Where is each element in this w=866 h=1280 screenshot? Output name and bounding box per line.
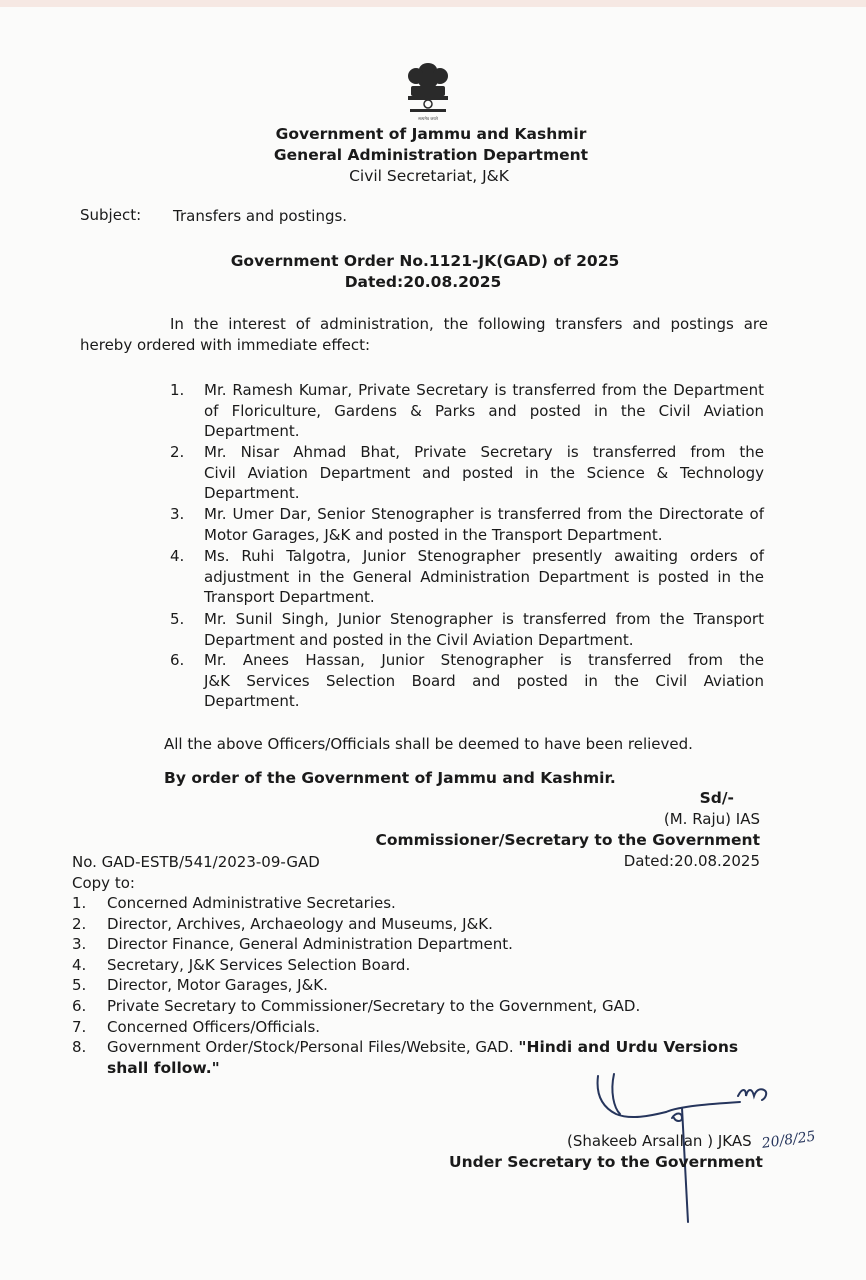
item-line: Mr. Nisar Ahmad Bhat, Private Secretary is transferred from the [204,443,764,461]
item-number: 2. [170,443,185,461]
copy-item-note: "Hindi and Urdu Versions [518,1038,739,1056]
copy-number: 2. [72,915,87,933]
item-line: Ms. Ruhi Talgotra, Junior Stenographer presently awaiting orders of [204,547,764,565]
national-emblem-icon [400,60,456,122]
copy-item: Concerned Administrative Secretaries. [107,894,396,912]
svg-text:20/8/25: 20/8/25 [760,1128,817,1152]
copy-item-text: Government Order/Stock/Personal Files/Website, GAD. [107,1038,514,1056]
copy-item-note-continued: shall follow." [107,1059,220,1077]
order-item [204,504,764,545]
copy-number: 5. [72,976,87,994]
item-line: Civil Aviation Department and posted in the Science & Technology [204,463,764,482]
under-secretary-name: (Shakeeb Arsallan ) JKAS [567,1132,752,1150]
item-line: Mr. Sunil Singh, Junior Stenographer is transferred from the Transport [204,610,764,628]
item-line: of Floriculture, Gardens & Parks and posted in the Civil Aviation [204,401,764,420]
copy-number: 3. [72,935,87,953]
subject-label: Subject: [80,206,142,224]
item-line: Mr. Ramesh Kumar, Private Secretary is transferred from the Department [204,381,764,399]
item-number: 3. [170,505,185,523]
signatory-name: (M. Raju) IAS [663,810,760,828]
by-order-line: By order of the Government of Jammu and Kashmir. [164,769,616,787]
sd-mark: Sd/- [699,789,734,807]
top-strip [0,0,866,7]
svg-text:सत्यमेव जयते: सत्यमेव जयते [418,116,438,121]
copy-item: Director Finance, General Administration Department. [107,935,513,953]
intro-paragraph: In the interest of administration, the following transfers and postings are hereby ordered with immediate effect: [80,315,768,354]
item-line: Department. [204,484,300,503]
copy-item: Director, Motor Garages, J&K. [107,976,328,994]
copy-number: 8. [72,1038,87,1056]
order-item [204,546,764,608]
item-number: 1. [170,381,185,399]
item-line: Mr. Anees Hassan, Junior Stenographer is transferred from the [204,651,764,669]
order-number: Government Order No.1121-JK(GAD) of 2025 [230,252,620,270]
item-number: 5. [170,610,185,628]
subject-text: Transfers and postings. [173,207,348,225]
order-item [204,442,764,504]
item-line: Motor Garages, J&K and posted in the Transport Department. [204,525,663,544]
order-item [204,380,764,442]
copy-item: Director, Archives, Archaeology and Museums, J&K. [107,915,493,933]
item-number: 4. [170,547,185,565]
signatory-date: Dated:20.08.2025 [623,852,760,870]
government-title: Government of Jammu and Kashmir [275,125,587,143]
reference-number: No. GAD-ESTB/541/2023-09-GAD [72,853,320,871]
item-line: Department and posted in the Civil Aviation Department. [204,630,634,649]
under-secretary-designation: Under Secretary to the Government [449,1153,763,1171]
order-item [204,650,764,712]
relieved-note: All the above Officers/Officials shall be deemed to have been relieved. [164,735,693,753]
signatory-designation: Commissioner/Secretary to the Government [375,831,760,849]
item-line: Department. [204,422,300,441]
order-date: Dated:20.08.2025 [344,273,502,291]
item-line: adjustment in the General Administration Department is posted in the [204,567,764,586]
department-title: General Administration Department [273,146,589,164]
item-line: Mr. Umer Dar, Senior Stenographer is transferred from the Directorate of [204,505,764,523]
item-line: Department. [204,692,300,711]
copy-item [107,1037,763,1058]
copy-number: 6. [72,997,87,1015]
office-title: Civil Secretariat, J&K [349,167,509,185]
copy-number: 4. [72,956,87,974]
copy-item: Private Secretary to Commissioner/Secretary to the Government, GAD. [107,997,641,1015]
copy-item: Secretary, J&K Services Selection Board. [107,956,411,974]
item-number: 6. [170,651,185,669]
copy-to-label: Copy to: [72,874,135,892]
copy-number: 1. [72,894,87,912]
copy-number: 7. [72,1018,87,1036]
copy-item: Concerned Officers/Officials. [107,1018,321,1036]
item-line: J&K Services Selection Board and posted in the Civil Aviation [204,671,764,690]
item-line: Transport Department. [204,588,375,607]
order-item [204,609,764,650]
